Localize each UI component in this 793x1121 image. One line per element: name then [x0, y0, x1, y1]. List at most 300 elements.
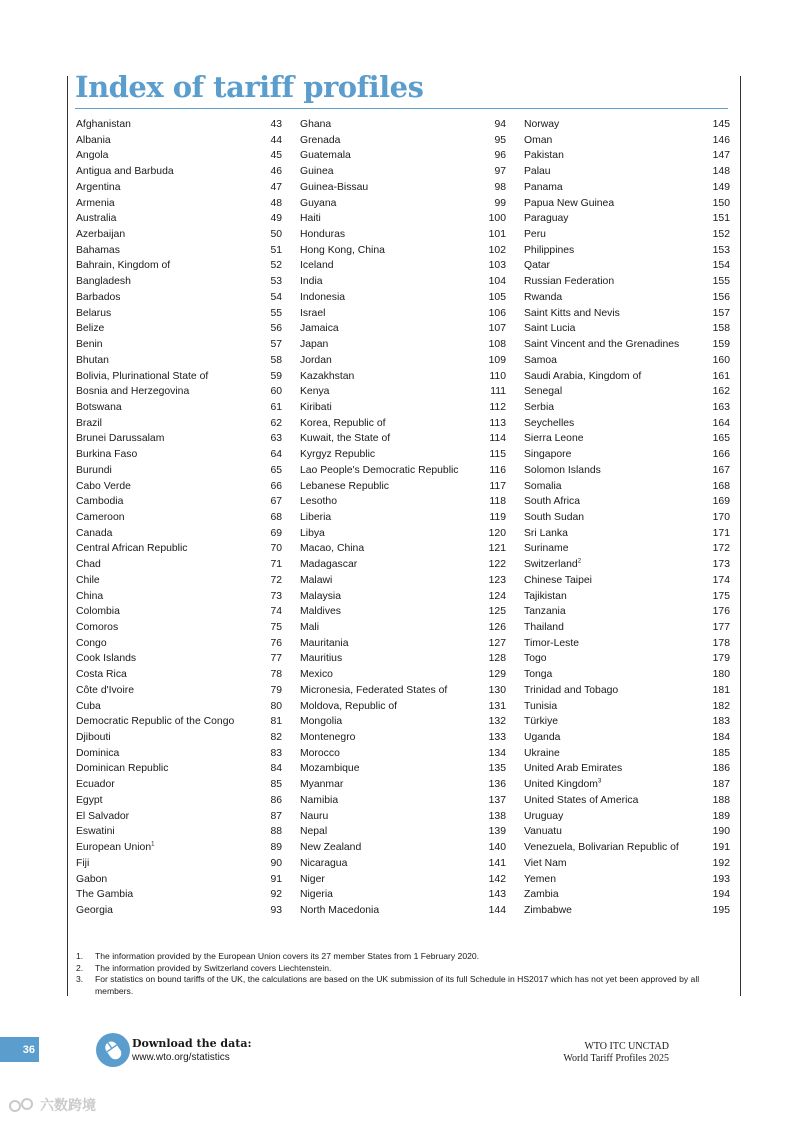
country-name	[524, 604, 566, 620]
page-ref: 57	[270, 339, 282, 351]
country-name-text: Nicaragua	[300, 857, 348, 869]
index-entry	[524, 526, 730, 542]
country-name	[300, 117, 331, 133]
country-name-text: Palau	[524, 166, 551, 178]
page-ref: 135	[488, 763, 506, 775]
footnote	[76, 974, 716, 997]
country-name-text: Oman	[524, 134, 553, 146]
index-entry	[524, 463, 730, 479]
country-name	[524, 416, 574, 432]
country-name	[300, 824, 327, 840]
page-ref: 83	[270, 747, 282, 759]
country-name	[300, 258, 334, 274]
download-link[interactable]: www.wto.org/statistics	[132, 1052, 230, 1063]
page-ref: 47	[270, 181, 282, 193]
country-name-text: Tunisia	[524, 700, 558, 712]
country-name-text: Antigua and Barbuda	[76, 166, 174, 178]
page-ref: 114	[489, 433, 506, 445]
page-ref: 74	[270, 606, 282, 618]
country-name-text: Albania	[76, 134, 111, 146]
country-name	[300, 730, 355, 746]
page-ref: 82	[270, 732, 282, 744]
page-ref: 109	[488, 354, 506, 366]
page-ref: 61	[270, 401, 282, 413]
country-name-text: Liberia	[300, 511, 332, 523]
country-name-text: Bahamas	[76, 244, 120, 256]
page-ref: 64	[270, 449, 282, 461]
country-name-text: Türkiye	[524, 716, 559, 728]
page-ref: 123	[488, 574, 506, 586]
index-entry	[300, 699, 506, 715]
page-ref: 122	[488, 559, 506, 571]
page-ref: 78	[270, 669, 282, 681]
country-name	[76, 510, 125, 526]
country-name-text: Myanmar	[300, 779, 344, 791]
country-name	[524, 431, 584, 447]
footnote-number: 3.	[76, 974, 84, 985]
country-name	[300, 761, 360, 777]
right-margin-rule	[740, 76, 741, 996]
index-entry	[76, 306, 282, 322]
index-entry	[76, 589, 282, 605]
page-ref: 142	[488, 873, 506, 885]
country-name-text: Lao People's Democratic Republic	[300, 464, 459, 476]
page-ref: 94	[494, 119, 506, 130]
country-name-text: United States of America	[524, 794, 639, 806]
index-entry	[76, 227, 282, 243]
page-ref: 193	[712, 873, 730, 885]
page-ref: 137	[488, 794, 506, 806]
country-name-text: Iceland	[300, 260, 334, 272]
country-name	[524, 196, 614, 212]
index-entry	[300, 589, 506, 605]
index-entry	[300, 321, 506, 337]
page-ref: 98	[494, 181, 506, 193]
index-entry	[524, 683, 730, 699]
page-ref: 116	[489, 464, 506, 476]
page-ref: 183	[712, 716, 730, 728]
index-entry	[524, 667, 730, 683]
index-entry	[524, 164, 730, 180]
country-name	[300, 180, 368, 196]
country-name	[524, 227, 546, 243]
country-name	[76, 337, 103, 353]
country-name-text: Central African Republic	[76, 543, 188, 555]
country-name	[76, 557, 101, 573]
country-name-text: Japan	[300, 339, 329, 351]
country-name-text: Saint Lucia	[524, 323, 576, 335]
page-ref: 125	[488, 606, 506, 618]
country-name-text: Cambodia	[76, 496, 124, 508]
country-name	[76, 211, 116, 227]
page-ref: 146	[712, 134, 730, 146]
country-name	[76, 714, 234, 730]
page-ref: 119	[489, 511, 506, 523]
page-ref: 158	[712, 323, 730, 335]
country-name	[76, 117, 131, 133]
page-ref: 44	[270, 134, 282, 146]
country-name	[300, 227, 345, 243]
country-name	[524, 133, 552, 149]
index-entry	[76, 746, 282, 762]
page-ref: 113	[489, 417, 506, 429]
index-entry	[76, 196, 282, 212]
country-name-text: European Union	[76, 842, 152, 854]
country-name-text: Ecuador	[76, 779, 115, 791]
index-entry	[76, 714, 282, 730]
country-name	[76, 730, 111, 746]
country-name	[524, 683, 618, 699]
index-entry	[300, 274, 506, 290]
page-ref: 162	[712, 386, 730, 398]
index-entry	[76, 337, 282, 353]
page-ref: 153	[712, 244, 730, 256]
country-name-text: Saint Vincent and the Grenadines	[524, 339, 680, 351]
index-entry	[76, 384, 282, 400]
index-entry	[300, 211, 506, 227]
page-ref: 76	[270, 637, 282, 649]
country-name	[76, 761, 168, 777]
index-entry	[300, 651, 506, 667]
page-ref: 181	[712, 684, 730, 696]
country-name	[524, 667, 552, 683]
page-ref: 85	[270, 779, 282, 791]
page-ref: 155	[712, 276, 730, 288]
index-entry	[524, 636, 730, 652]
country-name	[524, 148, 564, 164]
country-name	[524, 777, 601, 793]
country-name-text: Singapore	[524, 449, 572, 461]
country-name-text: Serbia	[524, 401, 555, 413]
page-ref: 55	[270, 307, 282, 319]
page-ref: 46	[270, 166, 282, 178]
page-ref: 92	[270, 889, 282, 901]
index-entry	[524, 416, 730, 432]
country-name-text: Saudi Arabia, Kingdom of	[524, 370, 642, 382]
country-name-text: Armenia	[76, 197, 115, 209]
country-name-text: Chinese Taipei	[524, 574, 592, 586]
country-name	[76, 384, 189, 400]
country-name	[524, 306, 620, 322]
country-name	[524, 730, 560, 746]
country-name-text: Colombia	[76, 606, 120, 618]
country-name-text: Niger	[300, 873, 325, 885]
page-ref: 165	[712, 433, 730, 445]
country-name	[524, 636, 579, 652]
country-name	[524, 353, 557, 369]
page-ref: 65	[270, 464, 282, 476]
download-block	[132, 1037, 252, 1065]
page-ref: 88	[270, 826, 282, 838]
page-ref: 164	[712, 417, 730, 429]
index-entry	[524, 274, 730, 290]
index-entry	[300, 148, 506, 164]
country-name	[300, 746, 340, 762]
country-name-text: Uruguay	[524, 810, 564, 822]
country-name-text: Sri Lanka	[524, 527, 568, 539]
page-ref: 132	[488, 716, 506, 728]
watermark-text: 六数跨境	[40, 1097, 96, 1113]
country-name-text: Grenada	[300, 134, 341, 146]
index-entry	[76, 494, 282, 510]
index-entry	[76, 369, 282, 385]
country-name	[76, 793, 103, 809]
country-name-text: Afghanistan	[76, 119, 131, 130]
page-ref: 121	[488, 543, 506, 555]
country-name-text: Chile	[76, 574, 100, 586]
page-ref: 45	[270, 150, 282, 162]
index-entry	[300, 494, 506, 510]
country-name	[300, 887, 333, 903]
index-entry	[300, 636, 506, 652]
country-name-text: Kiribati	[300, 401, 332, 413]
page-ref: 191	[712, 842, 730, 854]
index-entry	[524, 431, 730, 447]
country-name-text: Mali	[300, 622, 320, 633]
page-ref: 62	[270, 417, 282, 429]
index-entry	[300, 557, 506, 573]
country-name-text: Yemen	[524, 873, 556, 885]
page-ref: 100	[488, 213, 506, 225]
footnote-text: For statistics on bound tariffs of the UK, the calculations are based on the UK submission of its full Schedule in HS2017 which has not yet been approved by all members.	[95, 974, 700, 996]
index-entry	[524, 620, 730, 636]
country-name	[524, 761, 622, 777]
index-entry	[300, 243, 506, 259]
country-name	[524, 887, 559, 903]
index-entry	[524, 306, 730, 322]
index-entry	[524, 777, 730, 793]
country-name	[300, 321, 339, 337]
country-name-text: United Kingdom	[524, 779, 598, 791]
country-name-text: Djibouti	[76, 732, 111, 744]
index-entry	[524, 321, 730, 337]
page-ref: 160	[712, 354, 730, 366]
index-entry	[524, 573, 730, 589]
index-entry	[524, 227, 730, 243]
country-name	[524, 337, 679, 353]
country-name-text: Haiti	[300, 213, 321, 225]
page-ref: 86	[270, 794, 282, 806]
index-entry	[524, 290, 730, 306]
country-name-text: Mozambique	[300, 763, 360, 775]
index-entry	[76, 761, 282, 777]
country-name	[300, 683, 447, 699]
country-name	[76, 369, 208, 385]
index-entry	[76, 510, 282, 526]
page-ref: 97	[494, 166, 506, 178]
country-name	[76, 353, 109, 369]
country-name-text: Azerbaijan	[76, 229, 126, 241]
country-name	[300, 714, 342, 730]
country-name-text: Papua New Guinea	[524, 197, 615, 209]
country-name-text: Switzerland	[524, 559, 578, 571]
country-name	[300, 447, 375, 463]
index-entry	[524, 510, 730, 526]
page-ref: 133	[488, 732, 506, 744]
country-name	[300, 306, 325, 322]
country-name-text: Venezuela, Bolivarian Republic of	[524, 842, 679, 854]
index-entry	[76, 431, 282, 447]
country-name-text: Guinea	[300, 166, 334, 178]
country-name	[300, 463, 459, 479]
country-name	[300, 431, 390, 447]
index-entry	[76, 541, 282, 557]
page-ref: 147	[712, 150, 730, 162]
index-entry	[300, 180, 506, 196]
country-name	[524, 541, 568, 557]
country-name	[300, 526, 325, 542]
footnote-number: 2.	[76, 962, 84, 973]
country-name	[300, 196, 336, 212]
country-name	[300, 777, 343, 793]
country-name	[76, 872, 107, 888]
index-entry	[76, 824, 282, 840]
index-entry	[76, 872, 282, 888]
index-entry	[524, 369, 730, 385]
country-name-text: Hong Kong, China	[300, 244, 385, 256]
index-column-1	[76, 117, 282, 919]
index-entry	[300, 793, 506, 809]
country-name	[300, 211, 321, 227]
index-entry	[300, 604, 506, 620]
country-name-text: Qatar	[524, 260, 550, 272]
country-name	[300, 793, 338, 809]
index-entry	[300, 164, 506, 180]
country-name-text: China	[76, 590, 104, 602]
index-entry	[300, 903, 506, 919]
country-name-text: Bolivia, Plurinational State of	[76, 370, 209, 382]
index-entry	[524, 903, 730, 919]
country-name	[76, 431, 164, 447]
footnote	[76, 963, 716, 975]
country-name-text: Seychelles	[524, 417, 575, 429]
page-ref: 58	[270, 354, 282, 366]
country-name	[76, 683, 134, 699]
index-entry	[524, 746, 730, 762]
index-entry	[76, 809, 282, 825]
country-name	[76, 243, 120, 259]
page-ref: 187	[712, 779, 730, 791]
country-name-text: Burkina Faso	[76, 449, 138, 461]
index-entry	[524, 699, 730, 715]
page-ref: 179	[712, 653, 730, 665]
country-name-text: South Sudan	[524, 511, 585, 523]
country-name	[76, 604, 120, 620]
page-ref: 126	[488, 622, 506, 633]
country-name	[300, 337, 328, 353]
page-ref: 129	[488, 669, 506, 681]
country-name-text: Dominica	[76, 747, 120, 759]
country-name	[300, 164, 334, 180]
country-name-text: Togo	[524, 653, 547, 665]
page-ref: 154	[712, 260, 730, 272]
index-entry	[76, 447, 282, 463]
index-entry	[524, 196, 730, 212]
country-name-text: Somalia	[524, 480, 562, 492]
page-ref: 108	[488, 339, 506, 351]
index-entry	[524, 353, 730, 369]
page-ref: 115	[489, 449, 506, 461]
page-ref: 54	[270, 291, 282, 303]
country-name	[524, 573, 592, 589]
country-name	[76, 463, 112, 479]
country-name	[300, 133, 340, 149]
page-ref: 131	[488, 700, 506, 712]
country-name	[76, 164, 174, 180]
country-name-text: Cook Islands	[76, 653, 137, 665]
page-ref: 127	[488, 637, 506, 649]
index-entry	[300, 447, 506, 463]
country-name-text: Ghana	[300, 119, 332, 130]
country-name-text: Mauritius	[300, 653, 343, 665]
country-name-text: Madagascar	[300, 559, 358, 571]
index-entry	[524, 809, 730, 825]
country-name	[524, 714, 558, 730]
page-ref: 50	[270, 229, 282, 241]
page-ref: 73	[270, 590, 282, 602]
page-ref: 176	[712, 606, 730, 618]
country-name-text: Nauru	[300, 810, 329, 822]
index-entry	[524, 589, 730, 605]
country-name	[300, 479, 389, 495]
page-ref: 174	[712, 574, 730, 586]
country-name-text: Belize	[76, 323, 105, 335]
country-name	[524, 793, 638, 809]
page-ref: 167	[712, 464, 730, 476]
country-name-text: Brazil	[76, 417, 102, 429]
country-name-text: Belarus	[76, 307, 112, 319]
page-ref: 195	[712, 904, 730, 916]
page-ref: 149	[712, 181, 730, 193]
country-name-text: El Salvador	[76, 810, 130, 822]
page-ref: 144	[488, 904, 506, 916]
page-ref: 163	[712, 401, 730, 413]
index-entry	[76, 526, 282, 542]
page-ref: 156	[712, 291, 730, 303]
country-name	[300, 667, 333, 683]
page-ref: 140	[488, 842, 506, 854]
country-name	[524, 903, 572, 919]
country-name	[300, 400, 332, 416]
country-name-text: Australia	[76, 213, 117, 225]
country-name-text: Egypt	[76, 794, 103, 806]
index-entry	[300, 133, 506, 149]
country-name-text: The Gambia	[76, 889, 134, 901]
page-ref: 52	[270, 260, 282, 272]
page-ref: 186	[712, 763, 730, 775]
index-entry	[524, 730, 730, 746]
country-name	[76, 589, 103, 605]
index-entry	[300, 384, 506, 400]
country-name-text: Kazakhstan	[300, 370, 355, 382]
page-ref: 104	[488, 276, 506, 288]
country-name-text: Tanzania	[524, 606, 566, 618]
index-entry	[76, 840, 282, 856]
index-entry	[300, 369, 506, 385]
page-ref: 175	[712, 590, 730, 602]
page-ref: 169	[712, 496, 730, 508]
page-ref: 190	[712, 826, 730, 838]
country-name	[524, 211, 568, 227]
index-entry	[524, 557, 730, 573]
page-ref: 180	[712, 669, 730, 681]
country-name-text: Kyrgyz Republic	[300, 449, 376, 461]
country-name-text: Comoros	[76, 622, 119, 633]
country-name-text: Dominican Republic	[76, 763, 169, 775]
country-name	[300, 573, 332, 589]
index-entry	[76, 699, 282, 715]
country-name	[524, 809, 563, 825]
